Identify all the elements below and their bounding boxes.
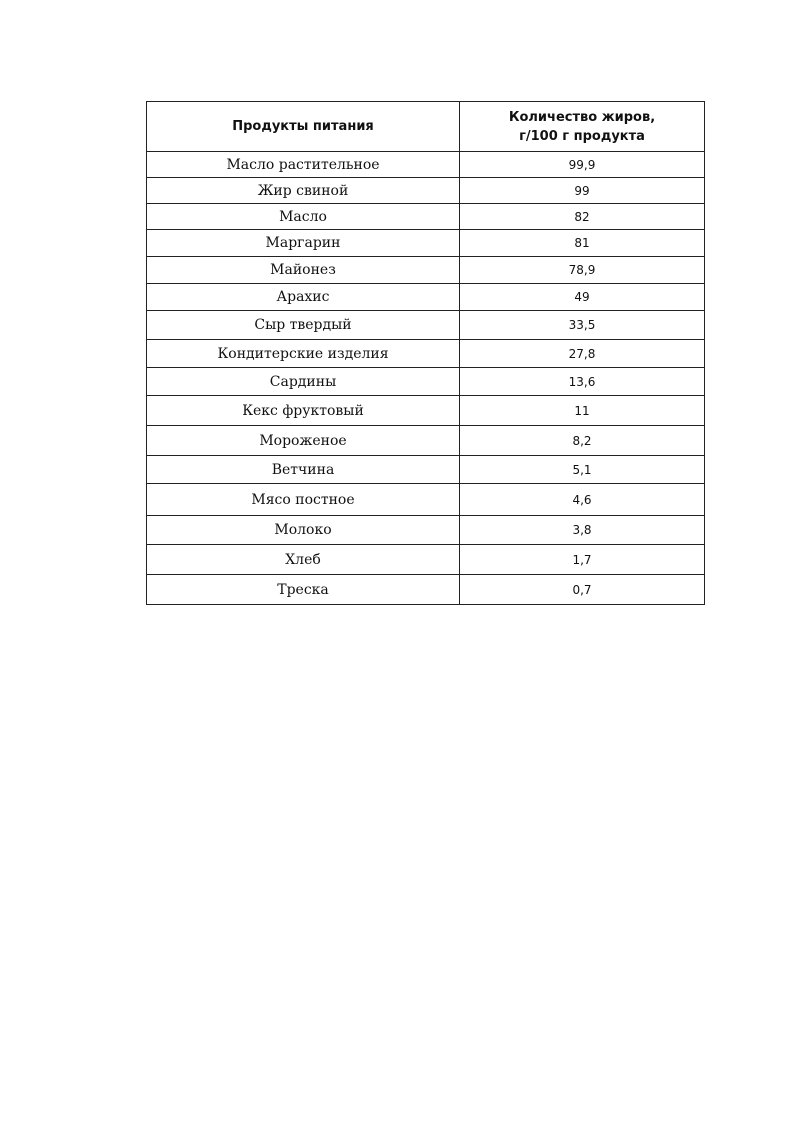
fat-content-table-container bbox=[146, 101, 704, 605]
header-fat-amount-line1: Количество жиров, bbox=[508, 109, 656, 125]
fat-cell: 3,8 bbox=[460, 516, 705, 545]
table-row bbox=[147, 204, 705, 230]
product-cell: Майонез bbox=[147, 257, 460, 284]
product-cell: Маргарин bbox=[147, 230, 460, 257]
table-row bbox=[147, 516, 705, 545]
fat-cell: 11 bbox=[460, 396, 705, 426]
fat-cell: 13,6 bbox=[460, 368, 705, 396]
table-row bbox=[147, 284, 705, 311]
table-row bbox=[147, 257, 705, 284]
product-cell: Мороженое bbox=[147, 426, 460, 456]
product-cell: Кекс фруктовый bbox=[147, 396, 460, 426]
fat-cell: 78,9 bbox=[460, 257, 705, 284]
table-row bbox=[147, 230, 705, 257]
table-row bbox=[147, 152, 705, 178]
table-row bbox=[147, 311, 705, 340]
fat-cell: 99,9 bbox=[460, 152, 705, 178]
fat-cell: 99 bbox=[460, 178, 705, 204]
table-row bbox=[147, 426, 705, 456]
table-row bbox=[147, 575, 705, 605]
product-cell: Жир свиной bbox=[147, 178, 460, 204]
fat-cell: 49 bbox=[460, 284, 705, 311]
product-cell: Молоко bbox=[147, 516, 460, 545]
fat-cell: 1,7 bbox=[460, 545, 705, 575]
table-row bbox=[147, 178, 705, 204]
fat-cell: 5,1 bbox=[460, 456, 705, 484]
header-fat-amount-line2: г/100 г продукта bbox=[519, 128, 645, 144]
product-cell: Сардины bbox=[147, 368, 460, 396]
fat-content-table bbox=[146, 101, 705, 605]
fat-cell: 0,7 bbox=[460, 575, 705, 605]
product-cell: Масло растительное bbox=[147, 152, 460, 178]
fat-cell: 8,2 bbox=[460, 426, 705, 456]
table-row bbox=[147, 545, 705, 575]
product-cell: Мясо постное bbox=[147, 484, 460, 516]
fat-cell: 82 bbox=[460, 204, 705, 230]
table-row bbox=[147, 368, 705, 396]
table-header-row bbox=[147, 102, 705, 152]
product-cell: Сыр твердый bbox=[147, 311, 460, 340]
fat-cell: 4,6 bbox=[460, 484, 705, 516]
table-row bbox=[147, 456, 705, 484]
product-cell: Треска bbox=[147, 575, 460, 605]
table-row bbox=[147, 340, 705, 368]
product-cell: Хлеб bbox=[147, 545, 460, 575]
fat-cell: 33,5 bbox=[460, 311, 705, 340]
table-row bbox=[147, 484, 705, 516]
product-cell: Масло bbox=[147, 204, 460, 230]
product-cell: Ветчина bbox=[147, 456, 460, 484]
fat-cell: 81 bbox=[460, 230, 705, 257]
table-row bbox=[147, 396, 705, 426]
header-fat-amount bbox=[460, 102, 705, 152]
header-product: Продукты питания bbox=[147, 102, 460, 152]
product-cell: Арахис bbox=[147, 284, 460, 311]
fat-cell: 27,8 bbox=[460, 340, 705, 368]
product-cell: Кондитерские изделия bbox=[147, 340, 460, 368]
